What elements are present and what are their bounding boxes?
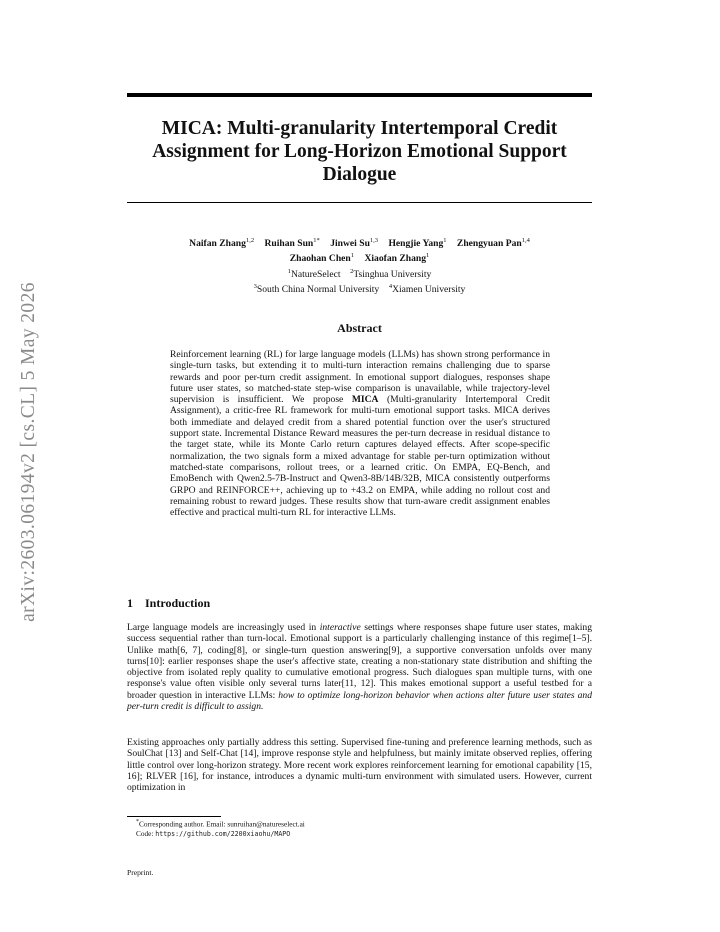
author-name: Naifan Zhang$^{1,2}$ xyxy=(189,237,255,250)
footnote-corresponding: *Corresponding author. Email: sunruihan@natureselect.ai xyxy=(136,819,305,829)
arxiv-identifier-text: arXiv:2603.06194v2 [cs.CL] 5 May 2026 xyxy=(18,282,39,622)
paper-title xyxy=(127,117,592,186)
affiliation: $^2$Tsinghua University xyxy=(350,267,432,280)
author-names-line-2 xyxy=(127,250,592,265)
affiliation: $^1$NatureSelect xyxy=(287,267,341,280)
title-top-rule xyxy=(127,93,592,97)
method-name: MICA xyxy=(351,394,379,406)
abstract-text: Reinforcement learning (RL) for large language models (LLMs) has shown strong performance in single-turn tasks, but extending it to multi-turn interaction remains challenging due to sparse rewards and poor per-turn credit assignment. In emotional support dialogues, responses shape future user states, so matched-state step-wise comparison is unavailable, while trajectory-level supervision is insufficient. We propose MICA (Multi-granularity Intertemporal Credit Assignment), a critic-free RL framework for multi-turn emotional support tasks. MICA derives both immediate and delayed credit from a shared potential function over the user's structured support state. Incremental Distance Reward measures the per-turn decrease in residual distance to the target state, while its Monte Carlo return captures delayed effects. After scope-specific normalization, the two signals form a mixed advantage for stable per-turn optimization without matched-state comparisons, rollout trees, or a learned critic. On EMPA, EQ-Bench, and EmoBench with Qwen2.5-7B-Instruct and Qwen3-8B/14B/32B, MICA consistently outperforms GRPO and REINFORCE++, achieving up to +43.2 on EMPA, while adding no rollout cost and remaining robust to reward judges. These results show that turn-aware credit assignment enables effective and practical multi-turn RL for interactive LLMs. xyxy=(170,349,550,519)
author-name: Hengjie Yang$^1$ xyxy=(388,237,447,250)
title-line: Dialogue xyxy=(322,164,397,185)
author-name: Zhengyuan Pan$^{1,4}$ xyxy=(456,237,530,250)
footnote-rule xyxy=(127,816,221,817)
affiliations-line-2 xyxy=(127,281,592,296)
section-number: 1 xyxy=(127,596,133,610)
title-bottom-rule xyxy=(127,202,592,203)
author-names-line-1 xyxy=(127,235,592,250)
author-name: Xiaofan Zhang$^1$ xyxy=(364,252,430,265)
footnotes xyxy=(136,818,305,839)
title-line: Assignment for Long-Horizon Emotional Support xyxy=(152,141,567,162)
intro-paragraph-1: Large language models are increasingly used in interactive settings where responses shape future user states, making success sequential rather than turn-local. Emotional support is a particularly challenging instance of this regime[1–5]. Unlike math[6, 7], coding[8], or single-turn question answering[9], a supportive conversation unfolds over many turns[10]: earlier responses shape the user's affective state, creating a non-stationary state distribution and shifting the objective from isolated reply quality to cumulative emotional progress. Such dialogues span multiple turns, with one response's value often visible only several turns later[11, 12]. This makes emotional support a useful testbed for a broader question in interactive LLMs: how to optimize long-horizon behavior when actions alter future user states and per-turn credit is difficult to assign. xyxy=(127,622,592,713)
arxiv-identifier xyxy=(14,262,44,642)
affiliation: $^3$South China Normal University xyxy=(253,282,380,295)
preprint-label: Preprint. xyxy=(127,868,154,877)
author-name: Ruihan Sun$^{1*}$ xyxy=(264,237,320,250)
affiliations-line-1 xyxy=(127,265,592,280)
code-url-link[interactable]: https://github.com/2200xiaohu/MAPO xyxy=(155,829,291,838)
affiliation: $^4$Xiamen University xyxy=(388,282,466,295)
section-heading-introduction xyxy=(127,596,210,611)
intro-paragraph-2: Existing approaches only partially address this setting. Supervised fine-tuning and preference learning methods, such as SoulChat [13] and Self-Chat [14], improve response style and helpfulness, but mainly imitate observed replies, offering little control over long-horizon strategy. More recent work explores reinforcement learning for emotional capability [15, 16]; RLVER [16], for instance, introduces a dynamic multi-turn environment with simulated users. However, current optimization in xyxy=(127,737,592,794)
title-line: MICA: Multi-granularity Intertemporal Credit xyxy=(161,118,558,139)
footnote-code: Code: https://github.com/2200xiaohu/MAPO xyxy=(136,828,291,838)
author-name: Jinwei Su$^{1,3}$ xyxy=(330,237,379,250)
author-block xyxy=(127,235,592,296)
author-name: Zhaohan Chen$^1$ xyxy=(289,252,355,265)
section-title: Introduction xyxy=(145,596,211,610)
abstract-heading: Abstract xyxy=(337,321,382,335)
